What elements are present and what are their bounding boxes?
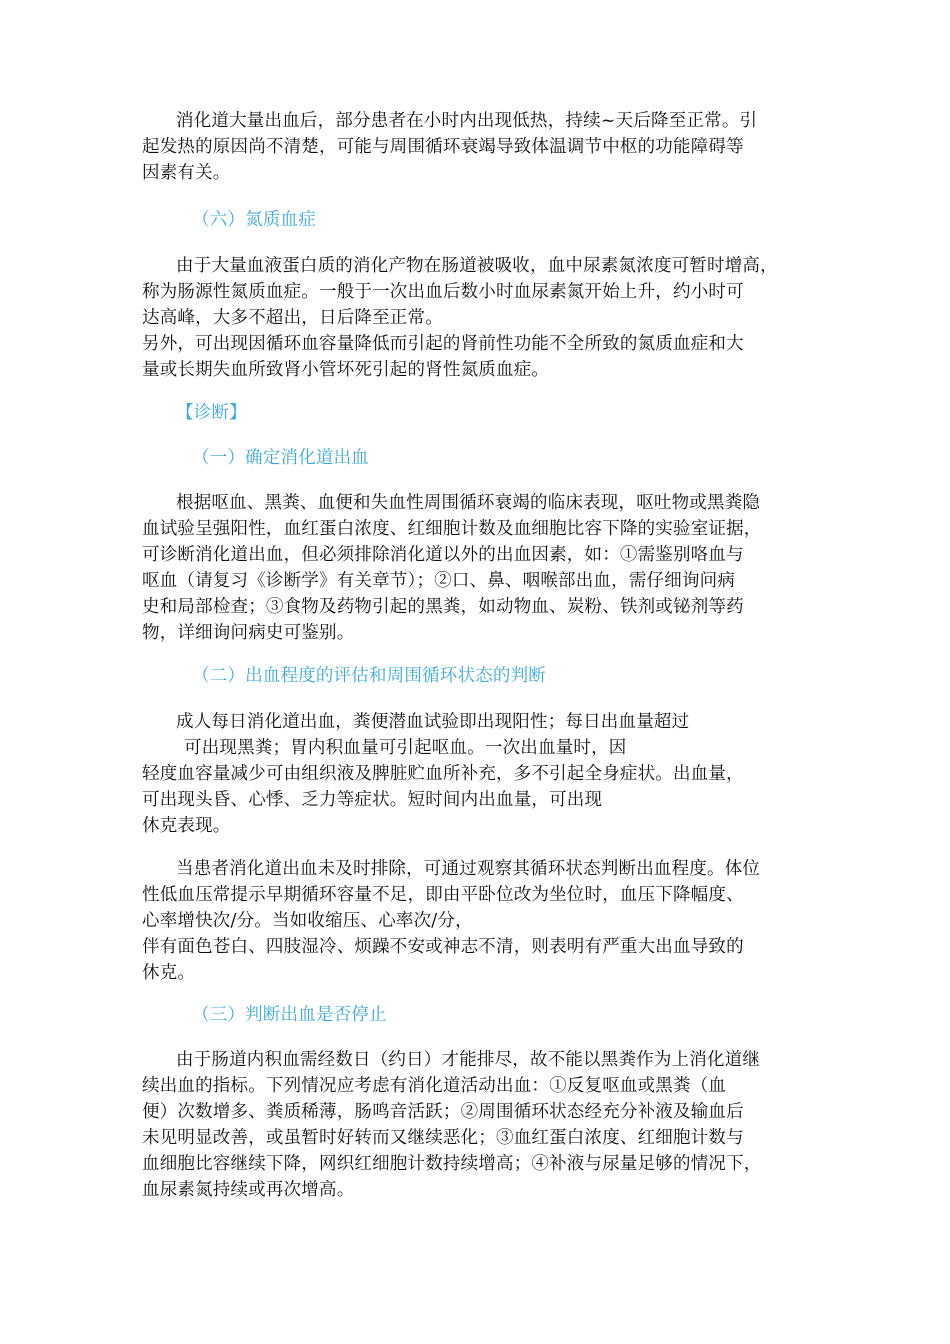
paragraph-line: 可诊断消化道出血，但必须排除消化道以外的出血因素，如：①需鉴别咯血与: [142, 545, 744, 565]
paragraph-line: 由于肠道内积血需经数日（约日）才能排尽，故不能以黑粪作为上消化道继: [176, 1050, 761, 1070]
paragraph-line: 量或长期失血所致肾小管坏死引起的肾性氮质血症。: [142, 360, 550, 380]
paragraph-line: 达高峰，大多不超出，日后降至正常。: [142, 308, 443, 328]
paragraph-line: 血细胞比容继续下降，网织红细胞计数持续增高；④补液与尿量足够的情况下，: [142, 1154, 762, 1174]
section-heading-confirm-bleeding: （一）确定消化道出血: [192, 448, 369, 468]
section-heading-bleeding-severity: （二）出血程度的评估和周围循环状态的判断: [192, 666, 546, 686]
paragraph-line: 心率增快次/分。当如收缩压、心率次/分，: [142, 911, 473, 931]
paragraph-line: 称为肠源性氮质血症。一般于一次出血后数小时血尿素氮开始上升，约小时可: [142, 282, 744, 302]
paragraph-line: 由于大量血液蛋白质的消化产物在肠道被吸收，血中尿素氮浓度可暂时增高，: [176, 256, 778, 276]
section-heading-azotemia: （六）氮质血症: [192, 210, 316, 230]
section-heading-diagnosis: 【诊断】: [176, 403, 247, 423]
paragraph-line: 性低血压常提示早期循环容量不足，即由平卧位改为坐位时，血压下降幅度、: [142, 885, 744, 905]
paragraph-line: 可出现头昏、心悸、乏力等症状。短时间内出血量，可出现: [142, 790, 603, 810]
paragraph-line: 呕血（请复习《诊断学》有关章节）；②口、鼻、咽喉部出血，需仔细询问病: [142, 571, 736, 591]
paragraph-line: 当患者消化道出血未及时排除，可通过观察其循环状态判断出血程度。体位: [176, 859, 761, 879]
paragraph-line: 休克。: [142, 963, 196, 983]
paragraph-line: 未见明显改善，或虽暂时好转而又继续恶化；③血红蛋白浓度、红细胞计数与: [142, 1128, 744, 1148]
paragraph-line: 史和局部检查；③食物及药物引起的黑粪，如动物血、炭粉、铁剂或铋剂等药: [142, 597, 744, 617]
paragraph-line: 便）次数增多、粪质稀薄，肠鸣音活跃；②周围循环状态经充分补液及输血后: [142, 1102, 744, 1122]
paragraph-line: 血试验呈强阳性，血红蛋白浓度、红细胞计数及血细胞比容下降的实验室证据，: [142, 519, 762, 539]
paragraph-line: 续出血的指标。下列情况应考虑有消化道活动出血：①反复呕血或黑粪（血: [142, 1076, 727, 1096]
paragraph-line: 轻度血容量减少可由组织液及脾脏贮血所补充，多不引起全身症状。出血量，: [142, 764, 744, 784]
paragraph-line: 成人每日消化道出血，粪便潜血试验即出现阳性；每日出血量超过: [176, 712, 690, 732]
paragraph-line: 休克表现。: [142, 816, 231, 836]
paragraph-line: 根据呕血、黑粪、血便和失血性周围循环衰竭的临床表现，呕吐物或黑粪隐: [176, 493, 761, 513]
section-heading-bleeding-stopped: （三）判断出血是否停止: [192, 1005, 387, 1025]
paragraph-line: 物，详细询问病史可鉴别。: [142, 623, 355, 643]
paragraph-line: 起发热的原因尚不清楚，可能与周围循环衰竭导致体温调节中枢的功能障碍等: [142, 137, 744, 157]
paragraph-line: 因素有关。: [142, 163, 231, 183]
paragraph-line: 消化道大量出血后，部分患者在小时内出现低热，持续~天后降至正常。引: [176, 111, 758, 131]
paragraph-line: 血尿素氮持续或再次增高。: [142, 1180, 355, 1200]
paragraph-line: 另外，可出现因循环血容量降低而引起的肾前性功能不全所致的氮质血症和大: [142, 334, 744, 354]
paragraph-line: 可出现黑粪；胃内积血量可引起呕血。一次出血量时，因: [184, 738, 627, 758]
paragraph-line: 伴有面色苍白、四肢湿冷、烦躁不安或神志不清，则表明有严重大出血导致的: [142, 937, 744, 957]
